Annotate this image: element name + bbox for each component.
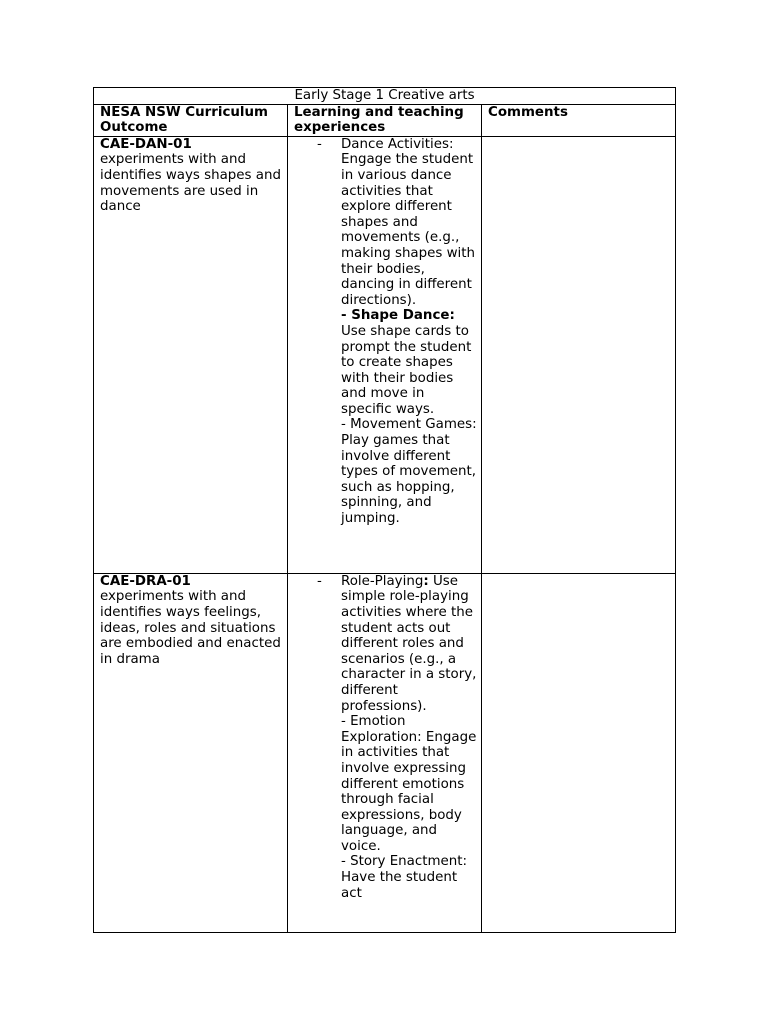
- table-row: [94, 573, 676, 932]
- activity-item: - Emotion Exploration: Engage in activities that involve expressing different emotions through facial expressions, body language, and voice.: [341, 714, 477, 854]
- activity-item: - Movement Games: Play games that involve different types of movement, such as hopping, spinning, and jumping.: [341, 417, 477, 527]
- activity-item: - Shape Dance: Use shape cards to prompt the student to create shapes with their bodies and move in specific ways.: [341, 308, 472, 417]
- header-outcome: NESA NSW Curriculum Outcome: [94, 104, 288, 136]
- experiences-list: [288, 574, 481, 901]
- outcome-code: CAE-DRA-01: [100, 573, 191, 589]
- list-bullet-dash: -: [317, 573, 322, 589]
- comments-cell: [482, 573, 676, 932]
- outcome-cell: [94, 136, 288, 573]
- activity-heading: - Shape Dance:: [341, 308, 455, 324]
- table-title: Early Stage 1 Creative arts: [94, 88, 676, 105]
- table-title-row: [94, 88, 676, 105]
- header-comments: Comments: [482, 104, 676, 136]
- table-header-row: [94, 104, 676, 136]
- list-bullet-dash: -: [317, 136, 322, 152]
- outcome-text: experiments with and identifies ways shapes and movements are used in dance: [100, 152, 281, 215]
- creative-arts-table: [93, 87, 676, 933]
- experiences-list: [288, 137, 481, 527]
- outcome-code: CAE-DAN-01: [100, 136, 192, 152]
- outcome-text: experiments with and identifies ways feelings, ideas, roles and situations are embodied and enacted in drama: [100, 589, 281, 667]
- activity-item: Role-Playing: Use simple role-playing activities where the student acts out different roles and scenarios (e.g., a character in a story, different professions).: [341, 573, 477, 714]
- activity-item: Dance Activities: Engage the student in various dance activities that explore different shapes and movements (e.g., making shapes with their bodies, dancing in different directions).: [341, 136, 476, 308]
- activity-item: - Story Enactment: Have the student act: [341, 854, 468, 901]
- table-row: [94, 136, 676, 573]
- experiences-cell: [288, 136, 482, 573]
- header-experiences: Learning and teaching experiences: [288, 104, 482, 136]
- experiences-cell: [288, 573, 482, 932]
- outcome-cell: [94, 573, 288, 932]
- comments-cell: [482, 136, 676, 573]
